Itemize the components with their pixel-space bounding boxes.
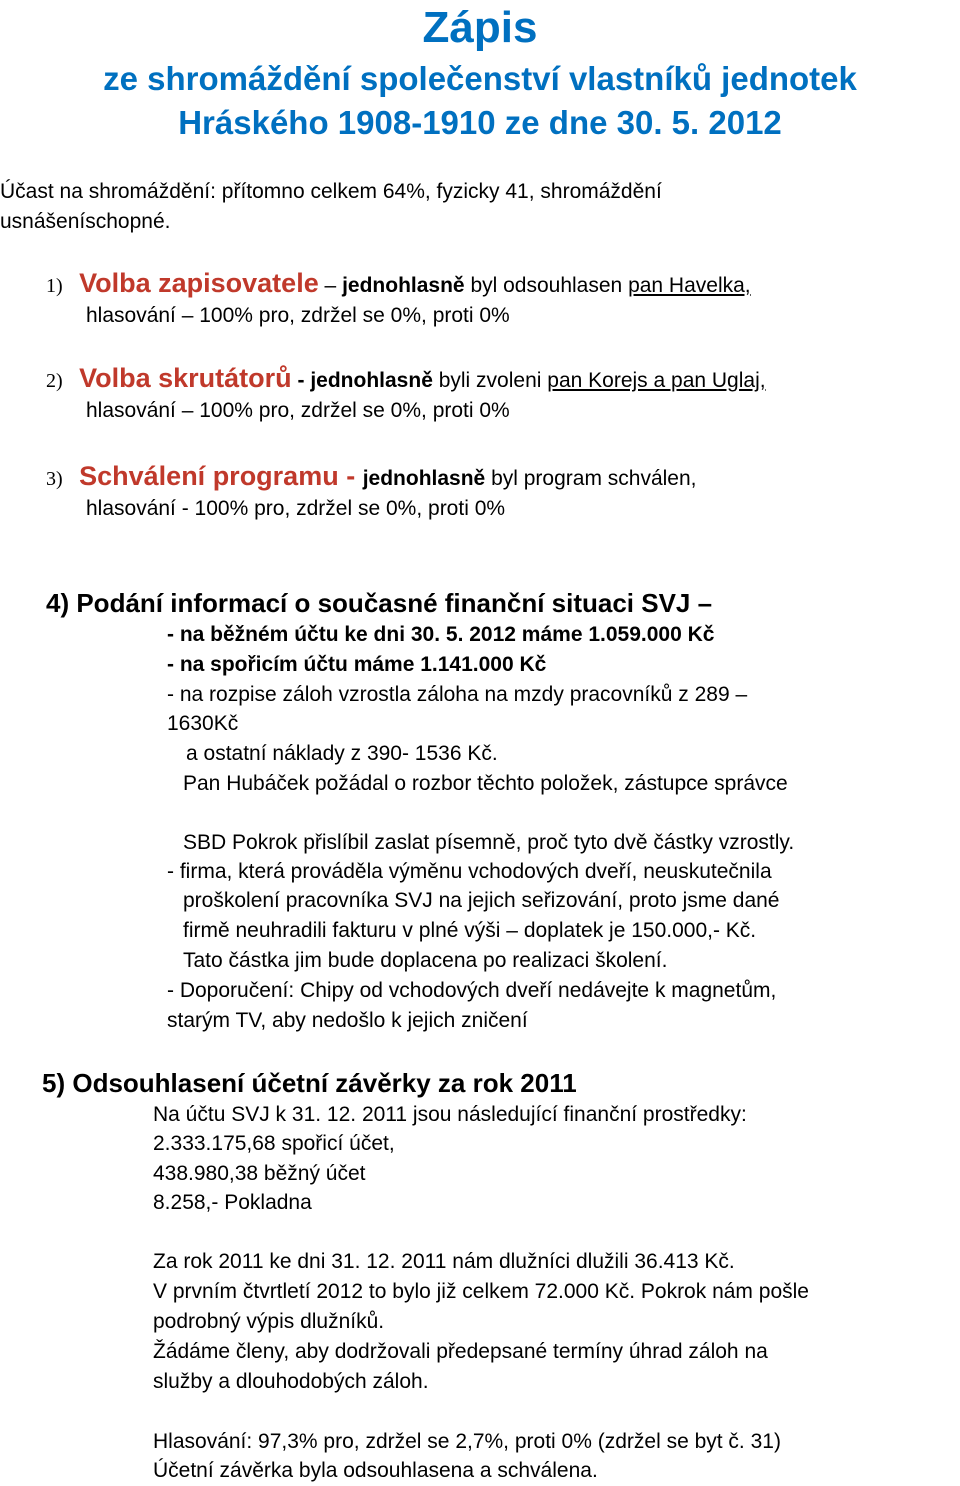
document-subtitle-date: Hráského 1908-1910 ze dne 30. 5. 2012 bbox=[178, 104, 782, 141]
list-item: Pan Hubáček požádal o rozbor těchto položek, zástupce správce bbox=[183, 772, 788, 795]
section-heading-4: 4) Podání informací o současné finanční situaci SVJ – bbox=[46, 588, 713, 618]
bold-text: jednohlasně bbox=[342, 274, 465, 297]
list-item: a ostatní náklady z 390- 1536 Kč. bbox=[186, 742, 498, 765]
agenda-item-1 bbox=[46, 268, 751, 301]
item-number: 2) bbox=[46, 370, 63, 392]
agenda-item-3 bbox=[46, 461, 697, 494]
item-heading: Volba skrutátorů bbox=[79, 363, 292, 393]
item-heading: Volba zapisovatele bbox=[79, 268, 319, 298]
item-heading: Schválení programu bbox=[79, 461, 339, 491]
list-item: Žádáme členy, aby dodržovali předepsané termíny úhrad záloh na bbox=[153, 1340, 768, 1363]
attendance-line: usnášeníschopné. bbox=[0, 210, 171, 233]
item-text: byl program schválen, bbox=[485, 467, 697, 490]
item-text: byl odsouhlasen bbox=[464, 274, 629, 297]
item-number: 1) bbox=[46, 275, 63, 297]
list-item: 438.980,38 běžný účet bbox=[153, 1162, 366, 1185]
list-item: - Doporučení: Chipy od vchodových dveří nedávejte k magnetům, bbox=[167, 979, 777, 1002]
list-item: Tato částka jim bude doplacena po realizaci školení. bbox=[183, 949, 668, 972]
bold-text: jednohlasně bbox=[362, 467, 486, 490]
list-item: 2.333.175,68 spořicí účet, bbox=[153, 1132, 395, 1155]
list-item: 1630Kč bbox=[167, 712, 239, 735]
document-subtitle: ze shromáždění společenství vlastníků jednotek bbox=[103, 60, 857, 97]
list-item: Účetní závěrka byla odsouhlasena a schválena. bbox=[153, 1459, 598, 1482]
list-item: služby a dlouhodobých záloh. bbox=[153, 1370, 429, 1393]
list-item: Za rok 2011 ke dni 31. 12. 2011 nám dlužníci dlužili 36.413 Kč. bbox=[153, 1250, 735, 1273]
list-item: Na účtu SVJ k 31. 12. 2011 jsou následující finanční prostředky: bbox=[153, 1103, 747, 1126]
item-underlined: pan Havelka, bbox=[628, 274, 751, 297]
dash: - bbox=[338, 461, 363, 491]
list-item: proškolení pracovníka SVJ na jejich seřizování, proto jsme dané bbox=[183, 889, 780, 912]
list-item: firmě neuhradili fakturu v plné výši – doplatek je 150.000,- Kč. bbox=[183, 919, 757, 942]
vote-line: Hlasování: 97,3% pro, zdržel se 2,7%, proti 0% (zdržel se byt č. 31) bbox=[153, 1430, 781, 1453]
list-item: starým TV, aby nedošlo k jejich zničení bbox=[167, 1009, 528, 1032]
attendance-line: Účast na shromáždění: přítomno celkem 64%, fyzicky 41, shromáždění bbox=[0, 180, 662, 203]
vote-line: hlasování – 100% pro, zdržel se 0%, proti 0% bbox=[86, 399, 510, 422]
vote-line: hlasování - 100% pro, zdržel se 0%, proti 0% bbox=[86, 497, 506, 520]
vote-line: hlasování – 100% pro, zdržel se 0%, proti 0% bbox=[86, 304, 510, 327]
item-text: byli zvoleni bbox=[432, 369, 548, 392]
list-item: SBD Pokrok přislíbil zaslat písemně, proč tyto dvě částky vzrostly. bbox=[183, 831, 795, 854]
list-item: podrobný výpis dlužníků. bbox=[153, 1310, 385, 1333]
dash: - bbox=[291, 369, 311, 392]
list-item: - na spořicím účtu máme 1.141.000 Kč bbox=[167, 653, 547, 676]
agenda-item-2 bbox=[46, 363, 766, 396]
item-underlined: pan Korejs a pan Uglaj, bbox=[547, 369, 766, 392]
section-heading-5: 5) Odsouhlasení účetní závěrky za rok 2011 bbox=[42, 1068, 577, 1098]
bold-text: jednohlasně bbox=[310, 369, 433, 392]
list-item: V prvním čtvrtletí 2012 to bylo již celkem 72.000 Kč. Pokrok nám pošle bbox=[153, 1280, 809, 1303]
item-number: 3) bbox=[46, 468, 63, 490]
list-item: - firma, která prováděla výměnu vchodových dveří, neuskutečnila bbox=[167, 860, 772, 883]
list-item: - na rozpise záloh vzrostla záloha na mzdy pracovníků z 289 – bbox=[167, 683, 748, 706]
list-item: 8.258,- Pokladna bbox=[153, 1191, 312, 1214]
dash: – bbox=[318, 274, 343, 297]
document-title: Zápis bbox=[422, 3, 538, 52]
list-item: - na běžném účtu ke dni 30. 5. 2012 máme 1.059.000 Kč bbox=[167, 623, 715, 646]
